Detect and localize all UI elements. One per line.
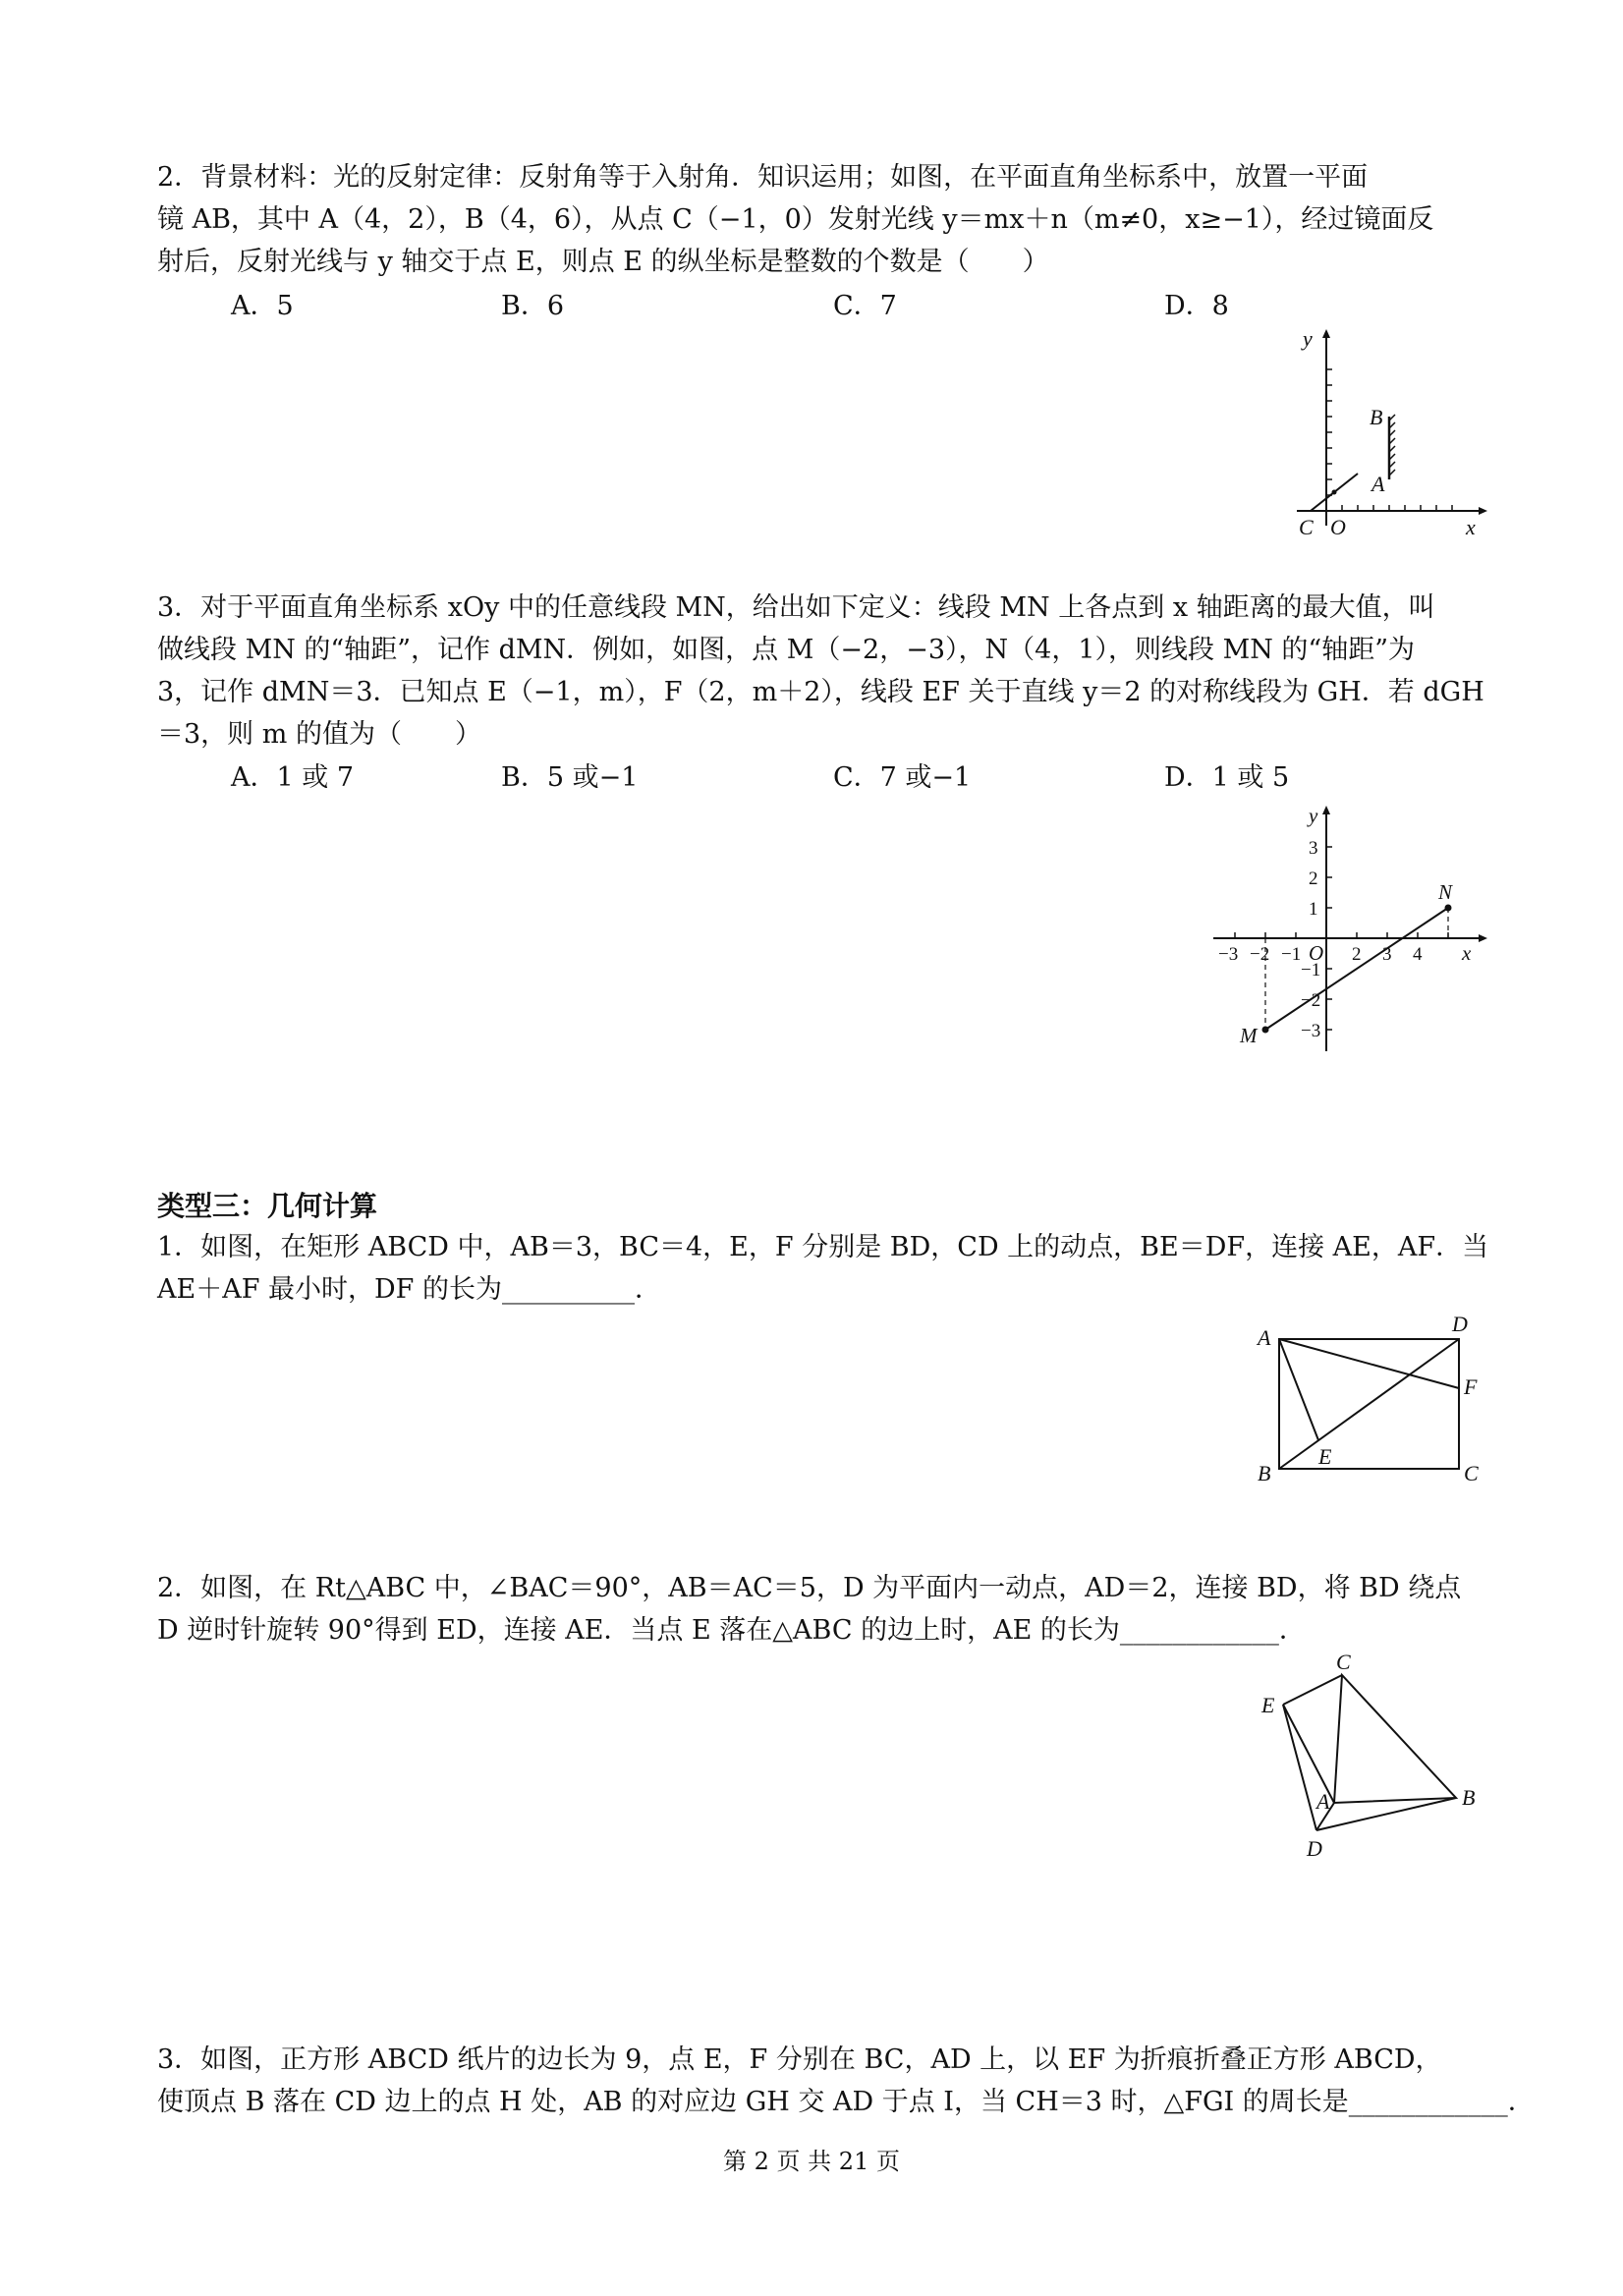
q3-label-y: y <box>1309 804 1318 827</box>
q3-option-b: B．5 或−1 <box>501 762 639 793</box>
q3-ytick-3: 1 <box>1309 899 1318 920</box>
s3q3-line-2: 使顶点 B 落在 CD 边上的点 H 处，AB 的对应边 GH 交 AD 于点 I，当 CH＝3 时，△FGI 的周长是____________． <box>157 2087 1535 2117</box>
q3-x-arrow <box>1479 934 1487 942</box>
q3-label-m: M <box>1240 1024 1258 1047</box>
q3-segment-mn <box>1265 908 1448 1030</box>
q3-option-a: A．1 或 7 <box>231 762 355 793</box>
q3-y-arrow <box>1322 806 1330 814</box>
q2-line-2: 镜 AB，其中 A（4，2），B（4，6），从点 C（−1，0）发射光线 y＝mx＋n（m≠0，x≥−1），经过镜面反 <box>157 204 1434 235</box>
s3q1-label-b: B <box>1258 1461 1271 1485</box>
s3q2-segment-ea <box>1283 1705 1334 1803</box>
q3-figure <box>1199 801 1493 1056</box>
q2-label-o: O <box>1330 515 1346 539</box>
q3-ytick-4: −1 <box>1301 960 1321 980</box>
s3q1-label-a: A <box>1258 1325 1271 1350</box>
s3q2-segment-ec <box>1283 1675 1342 1705</box>
q3-line-2: 做线段 MN 的“轴距”，记作 dMN．例如，如图，点 M（−2，−3），N（4，1），则线段 MN 的“轴距”为 <box>157 635 1416 665</box>
q2-line-3: 射后，反射光线与 y 轴交于点 E，则点 E 的纵坐标是整数的个数是（ ） <box>157 247 1049 277</box>
q3-xtick-4: 2 <box>1352 944 1362 965</box>
q3-label-x: x <box>1462 941 1472 965</box>
s3q2-label-d: D <box>1307 1836 1322 1861</box>
q2-label-c: C <box>1299 515 1314 539</box>
q2-option-d: D．8 <box>1164 291 1229 321</box>
s3q2-label-a: A <box>1316 1789 1330 1814</box>
s3q1-segment-af <box>1279 1339 1459 1388</box>
q3-xtick-5: 3 <box>1382 944 1392 965</box>
q3-ytick-1: 3 <box>1309 838 1318 859</box>
q3-ytick-5: −2 <box>1301 990 1321 1011</box>
q3-option-c: C．7 或−1 <box>833 762 972 793</box>
s3q1-label-d: D <box>1452 1312 1468 1336</box>
q2-line-1: 2．背景材料：光的反射定律：反射角等于入射角．知识运用；如图，在平面直角坐标系中，放置一平面 <box>157 162 1369 193</box>
s3q2-label-c: C <box>1336 1650 1351 1674</box>
q3-xtick-1: −3 <box>1218 944 1239 965</box>
q3-option-d: D．1 或 5 <box>1164 762 1290 793</box>
q2-label-y: y <box>1303 326 1313 351</box>
s3q1-label-f: F <box>1464 1374 1478 1399</box>
section-title: 类型三：几何计算 <box>157 1190 378 1222</box>
q2-label-x: x <box>1466 515 1476 539</box>
s3q3-line-1: 3．如图，正方形 ABCD 纸片的边长为 9，点 E，F 分别在 BC，AD 上，以 EF 为折痕折叠正方形 ABCD， <box>157 2044 1442 2075</box>
s3q2-line-2: D 逆时针旋转 90°得到 ED，连接 AE．当点 E 落在△ABC 的边上时，AE 的长为____________． <box>157 1615 1306 1646</box>
s3q1-label-e: E <box>1318 1444 1332 1469</box>
q2-option-a: A．5 <box>231 291 294 321</box>
q2-label-a: A <box>1371 472 1385 496</box>
s3q2-label-e: E <box>1261 1693 1275 1717</box>
q2-option-b: B．6 <box>501 291 565 321</box>
q3-ytick-6: −3 <box>1301 1021 1321 1041</box>
q3-label-n: N <box>1438 880 1453 904</box>
q3-line-3: 3，记作 dMN＝3．已知点 E（−1，m），F（2，m＋2），线段 EF 关于直线 y＝2 的对称线段为 GH．若 dGH <box>157 677 1484 707</box>
q3-point-n <box>1445 905 1452 912</box>
s3q1-line-1: 1．如图，在矩形 ABCD 中，AB＝3，BC＝4，E，F 分别是 BD，CD 上的动点，BE＝DF，连接 AE，AF．当 <box>157 1232 1489 1262</box>
s3q2-segment-ed <box>1283 1705 1316 1830</box>
q3-xtick-2: −2 <box>1250 944 1270 965</box>
s3q1-figure <box>1248 1312 1493 1488</box>
q2-y-arrow <box>1322 329 1330 338</box>
q3-line-4: ＝3，则 m 的值为（ ） <box>157 719 481 750</box>
s3q2-triangle-abc <box>1334 1675 1456 1803</box>
s3q1-diagonal-bd <box>1279 1339 1459 1469</box>
q3-label-o: O <box>1309 941 1324 965</box>
s3q1-segment-ae <box>1279 1339 1318 1440</box>
q3-xtick-3: −1 <box>1281 944 1302 965</box>
q2-label-b: B <box>1370 405 1383 429</box>
q2-figure <box>1277 324 1493 540</box>
q2-x-arrow <box>1479 507 1487 515</box>
s3q1-line-2: AE＋AF 最小时，DF 的长为__________． <box>157 1274 661 1305</box>
s3q1-label-c: C <box>1464 1461 1479 1485</box>
q3-ytick-2: 2 <box>1309 868 1318 889</box>
q3-xtick-6: 4 <box>1413 944 1423 965</box>
s3q2-label-b: B <box>1462 1785 1476 1810</box>
q2-option-c: C．7 <box>833 291 897 321</box>
page-footer: 第 2 页 共 21 页 <box>723 2148 900 2175</box>
s3q2-line-1: 2．如图，在 Rt△ABC 中，∠BAC＝90°，AB＝AC＝5，D 为平面内一动点，AD＝2，连接 BD，将 BD 绕点 <box>157 1573 1462 1603</box>
q3-line-1: 3．对于平面直角坐标系 xOy 中的任意线段 MN，给出如下定义：线段 MN 上各点到 x 轴距离的最大值，叫 <box>157 592 1435 623</box>
s3q2-figure <box>1248 1650 1493 1872</box>
q3-point-m <box>1262 1027 1269 1034</box>
